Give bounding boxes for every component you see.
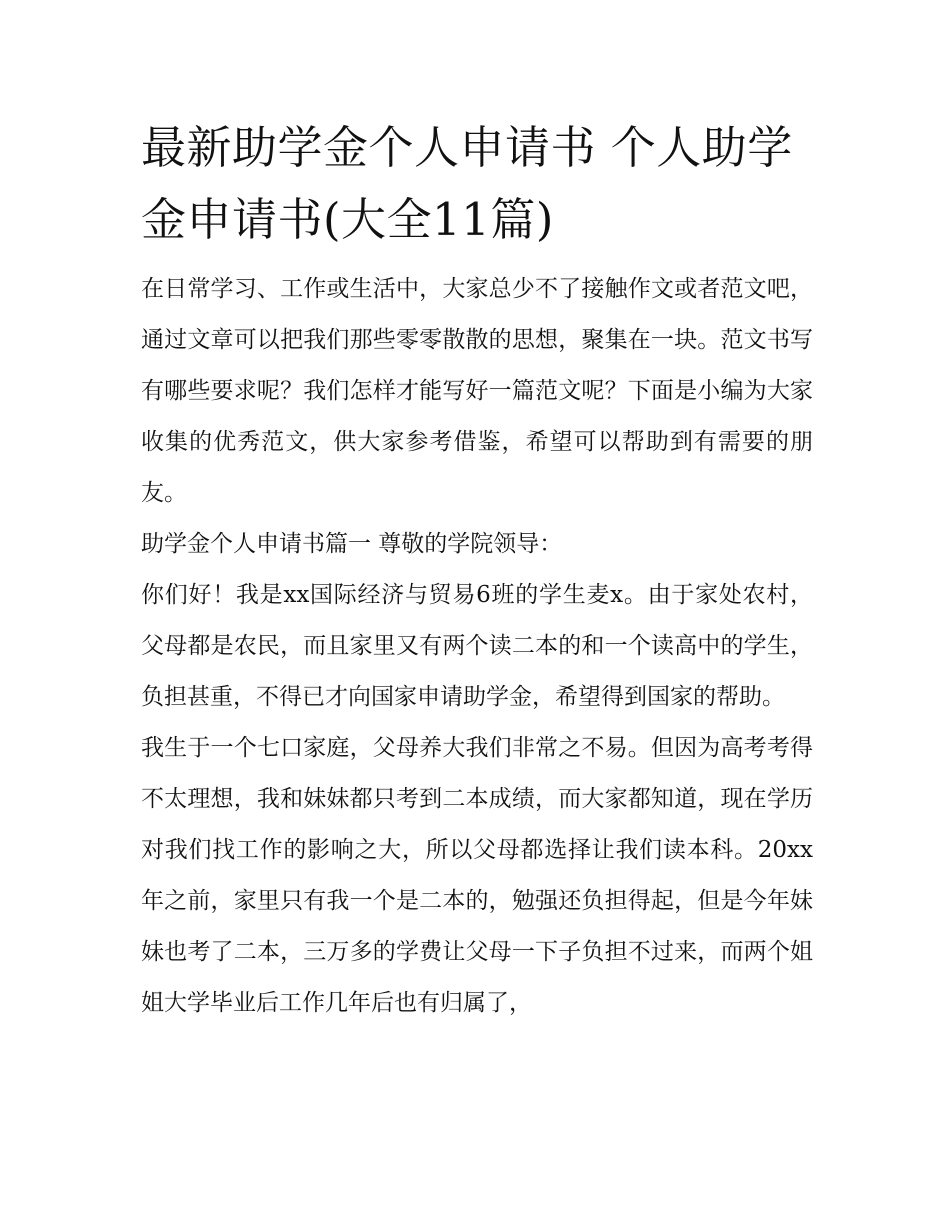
greeting-paragraph: 你们好！我是xx国际经济与贸易6班的学生麦x。由于家处农村，父母都是农民，而且家里又有两个读二本的和一个读高中的学生，负担甚重，不得已才向国家申请助学金，希望得到国家的帮助。 <box>141 582 813 710</box>
document-title: 最新助学金个人申请书 个人助学金申请书(大全11篇) <box>141 121 793 246</box>
family-paragraph: 我生于一个七口家庭，父母养大我们非常之不易。但因为高考考得不太理想，我和妹妹都只考到二本成绩，而大家都知道，现在学历对我们找工作的影响之大，所以父母都选择让我们读本科。20xx年之前，家里只有我一个是二本的，勉强还负担得起，但是今年妹妹也考了二本，三万多的学费让父母一下子负担不过来，而两个姐姐大学毕业后工作几年后也有归属了， <box>141 735 813 1016</box>
section-heading-paragraph: 助学金个人申请书篇一 尊敬的学院领导： <box>141 531 563 557</box>
document-body <box>141 112 813 1029</box>
intro-paragraph: 在日常学习、工作或生活中，大家总少不了接触作文或者范文吧，通过文章可以把我们那些零零散散的思想，聚集在一块。范文书写有哪些要求呢？我们怎样才能写好一篇范文呢？下面是小编为大家收集的优秀范文，供大家参考借鉴，希望可以帮助到有需要的朋友。 <box>141 276 813 506</box>
